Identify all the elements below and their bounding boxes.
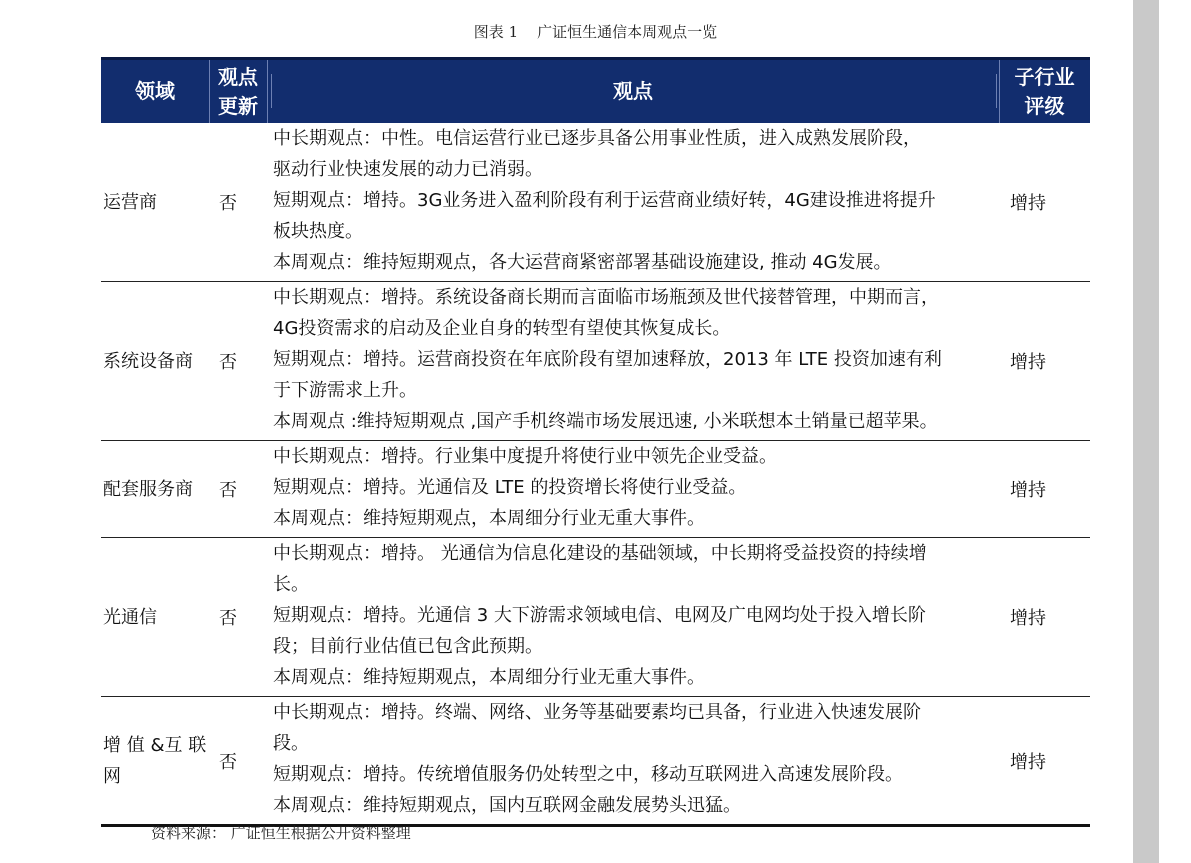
viewpoint-cell <box>273 441 1005 537</box>
sector-cell <box>103 441 211 537</box>
update-cell <box>219 282 269 440</box>
rating-cell <box>1010 282 1090 440</box>
viewpoint-line: 段；目前行业估值已包含此预期。 <box>273 636 543 657</box>
viewpoint-line: 短期观点：增持。光通信及 LTE 的投资增长将使行业受益。 <box>273 477 747 498</box>
rating-value: 增持 <box>1010 608 1046 629</box>
rating-value: 增持 <box>1010 480 1046 501</box>
sector-label: 光通信 <box>103 606 157 628</box>
update-cell <box>219 697 269 824</box>
sector-label: 增 值 &互 联 网 <box>103 734 207 787</box>
rating-cell <box>1010 697 1090 824</box>
viewpoint-line: 本周观点：维持短期观点，本周细分行业无重大事件。 <box>273 667 705 688</box>
viewpoint-cell <box>273 282 1005 440</box>
header-update-label: 观点更新 <box>218 64 258 118</box>
viewpoint-line: 本周观点：维持短期观点，各大运营商紧密部署基础设施建设, 推动 4G发展。 <box>273 252 892 273</box>
viewpoint-line: 段。 <box>273 733 309 754</box>
header-rating <box>999 60 1090 123</box>
header-rating-label: 子行业评级 <box>1014 64 1075 118</box>
rating-cell <box>1010 441 1090 537</box>
header-sector: 领域 <box>101 60 210 123</box>
table-row <box>101 538 1090 697</box>
sector-cell <box>103 282 211 440</box>
viewpoint-cell <box>273 697 1005 824</box>
header-viewpoint: 观点 <box>267 60 1000 123</box>
table-row <box>101 123 1090 282</box>
viewpoint-line: 短期观点：增持。3G业务进入盈利阶段有利于运营商业绩好转，4G建设推进将提升 <box>273 190 936 211</box>
viewpoint-line: 中长期观点：增持。系统设备商长期而言面临市场瓶颈及世代接替管理，中期而言， <box>273 287 939 308</box>
viewpoint-line: 中长期观点：增持。行业集中度提升将使行业中领先企业受益。 <box>273 446 777 467</box>
viewpoint-line: 短期观点：增持。运营商投资在年底阶段有望加速释放，2013 年 LTE 投资加速有利 <box>273 349 942 370</box>
update-value: 否 <box>219 608 237 629</box>
table-row <box>101 441 1090 538</box>
update-value: 否 <box>219 751 237 773</box>
scrollbar[interactable] <box>1133 0 1159 863</box>
sector-label: 配套服务商 <box>103 478 193 500</box>
viewpoint-line: 于下游需求上升。 <box>273 380 417 401</box>
update-cell <box>219 538 269 696</box>
table-row <box>101 697 1090 827</box>
source-note: 资料来源： 广证恒生根据公开资料整理 <box>151 824 411 842</box>
table-header <box>101 57 1090 123</box>
rating-cell <box>1010 538 1090 696</box>
rating-value: 增持 <box>1010 193 1046 214</box>
viewpoint-line: 短期观点：增持。光通信 3 大下游需求领域电信、电网及广电网均处于投入增长阶 <box>273 605 926 626</box>
viewpoint-line: 中长期观点：增持。终端、网络、业务等基础要素均已具备，行业进入快速发展阶 <box>273 702 921 723</box>
sector-label: 系统设备商 <box>103 350 193 372</box>
header-update <box>209 60 268 123</box>
table-caption: 图表 1 广证恒生通信本周观点一览 <box>473 23 718 41</box>
viewpoint-line: 中长期观点：增持。 光通信为信息化建设的基础领域，中长期将受益投资的持续增 <box>273 543 927 564</box>
rating-cell <box>1010 123 1090 281</box>
viewpoint-line: 短期观点：增持。传统增值服务仍处转型之中，移动互联网进入高速发展阶段。 <box>273 764 903 785</box>
viewpoint-line: 驱动行业快速发展的动力已消弱。 <box>273 159 543 180</box>
viewpoint-line: 板块热度。 <box>273 221 363 242</box>
table-row <box>101 282 1090 441</box>
update-cell <box>219 441 269 537</box>
viewpoint-line: 4G投资需求的启动及企业自身的转型有望使其恢复成长。 <box>273 318 731 339</box>
viewpoint-cell <box>273 123 1005 281</box>
viewpoint-line: 本周观点 :维持短期观点 ,国产手机终端市场发展迅速, 小米联想本土销量已超苹果。 <box>273 411 938 432</box>
viewpoint-table <box>101 57 1090 827</box>
sector-cell <box>103 538 211 696</box>
viewpoint-line: 长。 <box>273 574 309 595</box>
update-value: 否 <box>219 480 237 501</box>
viewpoint-line: 中长期观点：中性。电信运营行业已逐步具备公用事业性质，进入成熟发展阶段， <box>273 128 921 149</box>
viewpoint-line: 本周观点：维持短期观点，国内互联网金融发展势头迅猛。 <box>273 795 741 816</box>
sector-cell <box>103 123 211 281</box>
table-body <box>101 123 1090 827</box>
sector-cell <box>103 697 211 824</box>
update-cell <box>219 123 269 281</box>
rating-value: 增持 <box>1010 352 1046 373</box>
sector-label: 运营商 <box>103 191 157 213</box>
viewpoint-cell <box>273 538 1005 696</box>
update-value: 否 <box>219 352 237 373</box>
viewpoint-line: 本周观点：维持短期观点，本周细分行业无重大事件。 <box>273 508 705 529</box>
update-value: 否 <box>219 193 237 214</box>
rating-value: 增持 <box>1010 751 1046 773</box>
